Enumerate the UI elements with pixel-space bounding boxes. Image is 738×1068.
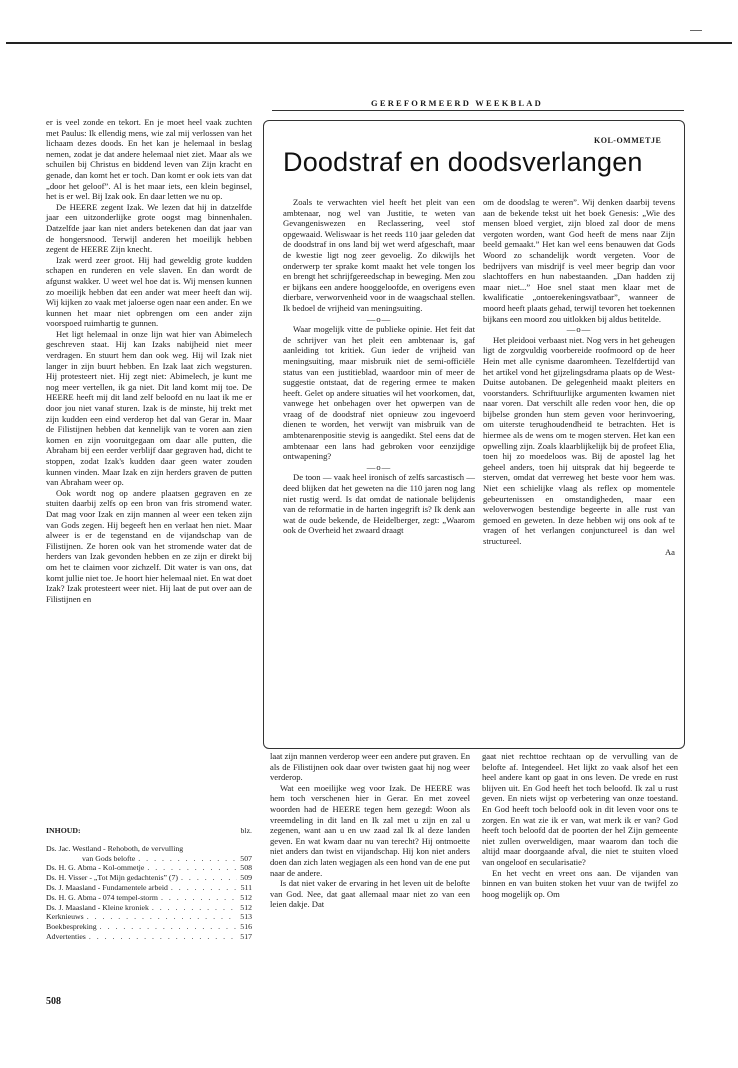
column-label: KOL-OMMETJE	[594, 136, 662, 145]
separator: —o—	[366, 461, 392, 472]
body-paragraph: En het vecht en vreet ons aan. De vijanden van binnen en van buiten stoken het vuur van de twijfel zo hoog mogelijk op. Om	[482, 867, 678, 899]
body-paragraph: Is dat niet vaker de ervaring in het leven uit de belofte van God. Nee, dat gaat allemaal maar niet zo van een leien dakje. Dat	[270, 878, 470, 910]
toc-page: 512	[240, 902, 252, 912]
toc-label: Advertenties	[46, 931, 86, 941]
table-of-contents	[46, 826, 252, 942]
article-column-1	[283, 197, 475, 536]
left-paragraph: De HEERE zegent Izak. We lezen dat hij in datzelfde jaar een uitzonderlijke grote oogst mag binnenhalen. Datzelfde jaar kan niet anders betekenen dan dat jaar van de hongersnood. Terwijl anderen het moeilijk hebben zegent de HEERE Zijn knecht.	[46, 201, 252, 255]
toc-label: Ds. Jac. Westland - Rehoboth, de vervulling	[46, 843, 184, 853]
toc-entry	[46, 912, 252, 922]
toc-entry	[46, 932, 252, 942]
article-paragraph: Waar mogelijk vitte de publieke opinie. Het feit dat de schrijver van het pleit een ambtenaar is, gaf aanleiding tot kritiek. Gun ieder de vrijheid van meningsuiting, maar misbruik niet de semi-officiële status van een justitieblad, waardoor min of meer de suggestie ontstaat, dat de regering ermee te maken heeft. Gelet op andere situaties wil het voorkomen, dat, vanwege het onbehagen over het opwerpen van de vraag of de doodstraf niet opnieuw zou ingevoerd dienen te worden, het verwijt van misbruik van de ambtenarenpositie stevig is aangedikt. Stel eens dat de ambtenaar een lans had gebroken voor eenzijdige ontwapening?	[283, 324, 475, 462]
article-paragraph: Het pleidooi verbaast niet. Nog vers in het geheugen ligt de zorgvuldig voorbereide roofmoord op de heer Hein met alle cynisme daaromheen. Tezelfdertijd van het artikel vond het gijzelingsdrama plaats op de West-Duitse autobanen. De gelegenheid maakt pleiters en voorstanders. Schriftuurlijke argumenten kwamen niet naar voren. Dat verschilt alle reden voor hen, die op bijbelse gronden hun stem geven voor herinvoering, om uiterste terughoudendheid te betrachten. Het is hiermee als de wens om te mogen sterven. Het kan een opwelling zijn. Zoals klaarblijkelijk bij de profeet Elia, toen hij zo moedeloos was. Bij de apostel lag het geheel anders, toen hij uitsprak dat hij begeerde te sterven, omdat dat verreweg het beste voor hem was. Niet een schielijke vlaag als reflex op momentele gebeurtenissen en omstandigheden, maar een weloverwogen bestendige begeerte in alle rust van gemoed en geweten. In deze hebben wij ons ook af te vragen of het verlangen conjunctureel is dan wel structureel.	[483, 334, 675, 546]
left-column	[46, 117, 252, 604]
masthead-rule	[272, 110, 684, 111]
page-number: 508	[46, 996, 61, 1007]
separator: —o—	[366, 313, 392, 324]
toc-page: 517	[240, 931, 252, 941]
toc-label: Kerknieuws	[46, 912, 84, 922]
toc-page: 516	[240, 922, 252, 932]
toc-label: Ds. H. Visser - „Tot Mijn gedachtenis” (7)	[46, 873, 179, 883]
article-paragraph: om de doodslag te weren”. Wij denken daarbij tevens aan de bekende tekst uit het boek Genesis: „Wie des mensen bloed vergiet, zijn bloed zal door de mens vergoten worden, want God heeft de mens naar Zijn beeld gemaakt.” Het kan wel eens benauwen dat Gods Woord zo schandelijk wordt vergeten. Voor de bedrijvers van misdrijf is veel meer begrip dan voor slachtoffers en hun nabestaanden. „Dan hadden zij maar niet...” Hoe snel staat men klaar met de kwalificatie „ontoerekeningsvatbaar”, wanneer de moord heeft plaats gehad, terwijl tevoren het toekennen bijkans een moord zou uitlokken bij aldus betitelde.	[483, 197, 675, 324]
article-paragraph: De toon — vaak heel ironisch of zelfs sarcastisch — deed blijken dat het geweten na die 110 jaren nog lang niet rustig werd. Is dat omdat de nationale belijdenis van de reformatie in de harten ingegrift is? Ik denk aan wat de oude bekende, de Heidelberger, zegt: „Waarom ook de Overheid het zwaard draagt	[283, 472, 475, 536]
article-paragraph: Zoals te verwachten viel heeft het pleit van een ambtenaar, nog wel van Justitie, te weten van Gevangeniswezen en Reclassering, veel stof opgewaaid. Weliswaar is het reeds 110 jaar geleden dat de doodstraf in ons land bij wet werd afgeschaft, maar de kwestie ligt nog zeer gevoelig. Zo dikwijls het onderwerp ter sprake komt maakt het vele tongen los en brengt het schrijfgereedschap in beweging. Men zou er bijkans een andere hooggeloofde, en overigens even dierbare, verworvenheid voor in de waagschaal stellen. Ik bedoel de vrijheid van meningsuiting.	[283, 197, 475, 313]
toc-page: 513	[240, 912, 252, 922]
toc-page: 511	[240, 882, 252, 892]
toc-entry	[46, 873, 252, 883]
toc-label: Ds. H. G. Abma - Kol-ommetje	[46, 863, 145, 873]
left-paragraph: er is veel zonde en tekort. En je moet heel vaak zuchten met Paulus: Ik ellendig mens, wie zal mij verlossen van het lichaam dezes doods. En het kan je helemaal in beslag nemen, zodat je dat andere helemaal niet ziet. Maar als we schuilen bij Christus en biddend leven van Zijn kracht en genade, dan komt het er toch. Dan komt er ook iets van dat „door het geloof”. Al is het maar iets, een klein beginsel, het is er wel. Bij Izak ook. En daar letten we nu op.	[46, 117, 252, 202]
toc-entry	[46, 854, 252, 864]
body-paragraph: Wat een moeilijke weg voor Izak. De HEERE was hem toch verschenen hier in Gerar. En met zoveel woorden had de HEERE tegen hem gezegd: Woon als vreemdeling in dit land en Ik zal met u zijn en zal u zegenen, want aan u en uw zaad zal Ik al deze landen geven. En wat kwam daar nu van terecht? Hij ontmoette niet anders dan twist en vijandschap. Hij kon niet anders doen dan zich laten wegjagen als een hond van de ene put naar de andere.	[270, 782, 470, 878]
toc-page: 508	[240, 863, 252, 873]
article-headline: Doodstraf en doodsverlangen	[283, 147, 643, 177]
body-paragraph: gaat niet rechttoe rechtaan op de vervulling van de belofte af. Integendeel. Het lijkt zo vaak alsof het een heel andere kant op gaat in ons leven. De vrede en rust blijven uit. En God heeft het toch beloofd. Ik zal u rust geven. En niets wijst op verbetering van onze toestand. En God heeft toch beloofd ook in dit leven voor ons te zorgen. En wat zie ik er van, wat merk ik er van? God heeft toch beloofd dat de poorten der hel Zijn gemeente niet zullen overweldigen, maar waarom dan toch die altijd maar doorgaande afval, die niet te stuiten vloed van ongeloof en secularisatie?	[482, 751, 678, 867]
toc-page: 509	[240, 873, 252, 883]
toc-label: Ds. J. Maasland - Kleine kroniek	[46, 902, 149, 912]
separator: —o—	[566, 324, 592, 335]
toc-entry	[46, 922, 252, 932]
toc-entry	[46, 893, 252, 903]
top-rule	[6, 42, 732, 44]
toc-label: Ds. J. Maasland - Fundamentele arbeid	[46, 882, 168, 892]
toc-entry	[46, 883, 252, 893]
article-column-2	[483, 197, 675, 557]
toc-label: Boekbespreking	[46, 922, 97, 932]
left-paragraph: Het ligt helemaal in onze lijn wat hier van Abimelech geschreven staat. Hij kan Izaks nabijheid niet meer verdragen. En stuurt hem dan ook weg. Hij wil Izak niet langer in zijn buurt hebben. En Izak laat zich wegsturen. Hij protesteert niet. Hij zegt niet: Abimelech, je kunt me nog meer vertellen, ik ga niet. Dit land komt mij toe. De HEERE heeft mij dit land zelf beloofd en nu laat ik me er door jou niet vanaf sturen. Izak is de minste, hij trekt met zijn kudden een eind verderop het dal van Gerar in. Maar de Filistijnen hebben dat kennelijk van te voren aan zien komen en zijn vooruitgegaan om daar alle putten, die Abraham bij een eerder verblijf daar gegraven had, dicht te stoppen, zodat Izak's kudden daar geen water zouden kunnen vinden. Maar Izak en zijn herders graven de putten van Abraham weer op.	[46, 328, 252, 488]
left-paragraph: Izak werd zeer groot. Hij had geweldig grote kudden schapen en runderen en vele slaven. En dan wordt de afgunst wakker. U weet wel hoe dat is. Wij mensen kunnen zo moeilijk hebben dat een ander wat meer heeft dan wij. Wij kijken zo vaak met jaloerse ogen naar een ander. En we kunnen het maar niet opbrengen om een ander zijn voorspoed ruimhartig te gunnen.	[46, 254, 252, 329]
body-paragraph: laat zijn mannen verderop weer een andere put graven. En als de Filistijnen ook daar over twisten gaat hij nog weer verderop.	[270, 751, 470, 783]
top-mark	[690, 30, 702, 31]
lower-column-2	[482, 751, 678, 899]
contents-page-header: blz.	[240, 826, 252, 835]
toc-page: 512	[240, 892, 252, 902]
toc-label: Ds. H. G. Abma - 074 tempel-storm	[46, 892, 158, 902]
toc-entry	[46, 863, 252, 873]
contents-title: INHOUD:	[46, 826, 81, 835]
toc-label: van Gods belofte	[82, 853, 136, 863]
masthead: GEREFORMEERD WEEKBLAD	[371, 98, 543, 108]
author-signoff: Aa	[664, 546, 675, 557]
left-paragraph: Ook wordt nog op andere plaatsen gegraven en ze stuiten daarbij zelfs op een bron van fris stromend water. Dat mag voor Izak en zijn mannen al weer een teken zijn van Gods zegen. Hij begeeft hen en verlaat hen niet. Maar alweer is er de tegenstand en de vijandschap van de Filistijnen. Ze horen ook van het stromende water dat de herders van Izak gevonden hebben en ze zijn er direkt bij om het te claimen voor zichzelf. Dit water is van ons, dat komt jullie niet toe. Je hoort hier helemaal niet. En wat doet Izak? Izak protesteert weer niet. Hij laat de put over aan de Filistijnen en	[46, 487, 252, 604]
lower-column-1	[270, 751, 470, 910]
toc-entry	[46, 903, 252, 913]
toc-entry	[46, 844, 252, 854]
toc-page: 507	[240, 853, 252, 863]
